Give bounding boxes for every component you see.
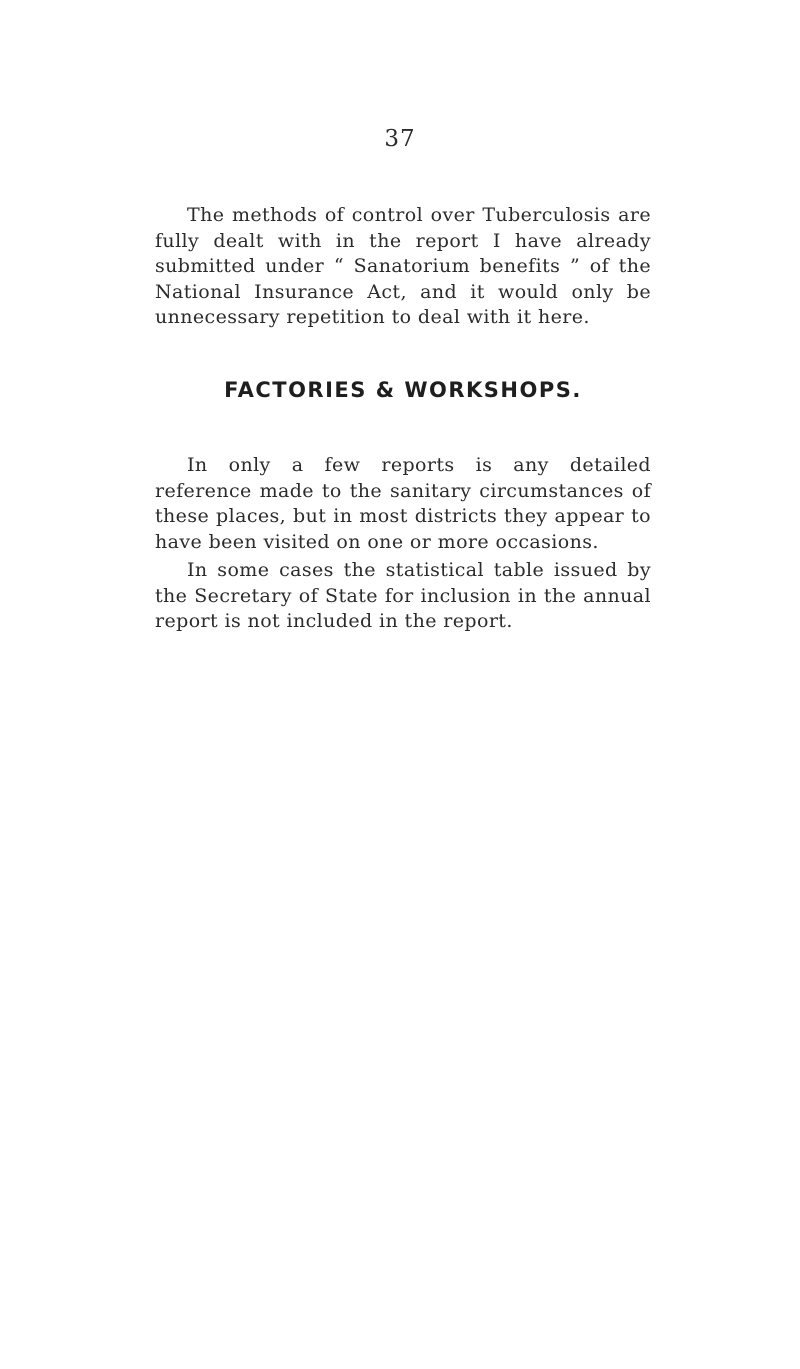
section-heading: FACTORIES & WORKSHOPS. — [224, 378, 582, 403]
page-number: 37 — [384, 126, 416, 152]
paragraph-factories: In only a few reports is any detailed reference made to the sanitary circumstances of these places, but in most districts they appear to have been visited on one or more occasions. — [155, 454, 651, 553]
paragraph-statistical-table: In some cases the statistical table issued by the Secretary of State for inclusion in the annual report is not included in the report. — [155, 559, 651, 632]
paragraph-tuberculosis: The methods of control over Tuberculosis are fully dealt with in the report I have already submitted under “ Sanatorium benefits ” of the National Insurance Act, and it would only be unnecessary repetition to deal with it here. — [155, 204, 651, 328]
